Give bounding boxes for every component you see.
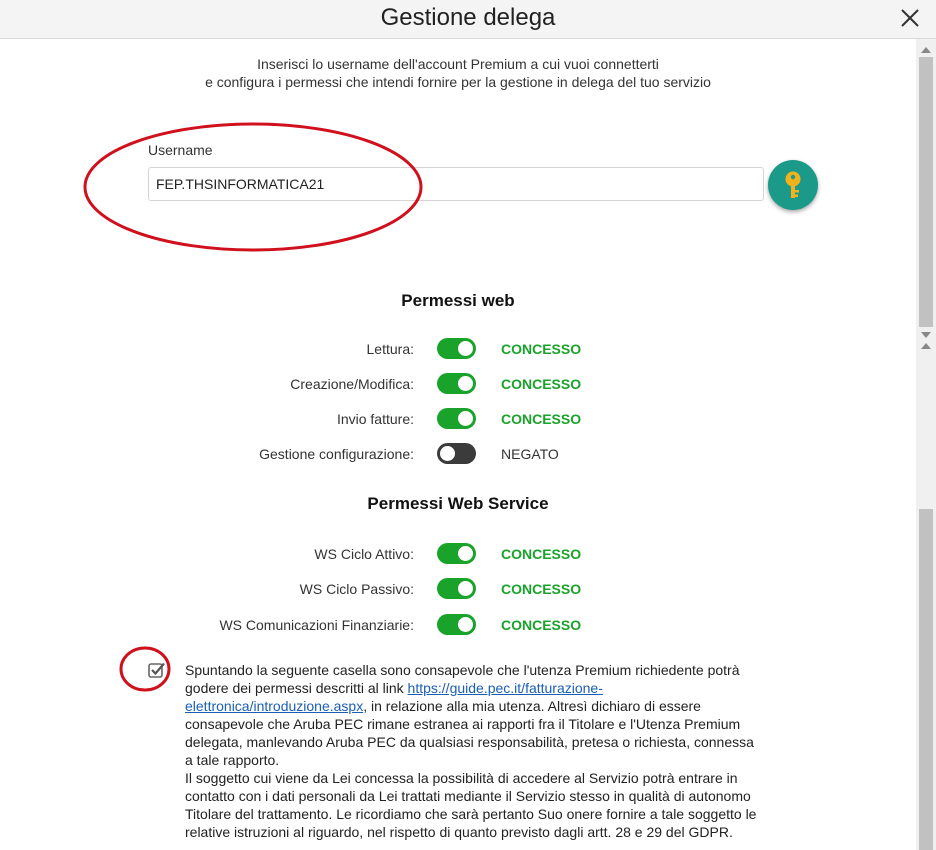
key-icon: [781, 170, 805, 200]
vertical-scrollbar[interactable]: [916, 39, 936, 850]
perm-label-ws-comunicazioni-finanziarie: WS Comunicazioni Finanziarie:: [219, 617, 414, 633]
toggle-knob: [458, 341, 473, 356]
status-ws-ciclo-attivo: CONCESSO: [501, 546, 582, 562]
status-gestione-configurazione: NEGATO: [501, 446, 559, 462]
scroll-down-arrow-icon[interactable]: [921, 332, 931, 338]
toggle-creazione-modifica[interactable]: [437, 373, 476, 394]
dialog-body: [0, 39, 916, 850]
toggle-knob: [458, 546, 473, 561]
intro-line-1: Inserisci lo username dell'account Premium a cui vuoi connetterti: [257, 56, 659, 72]
toggle-knob: [458, 581, 473, 596]
status-ws-ciclo-passivo: CONCESSO: [501, 581, 582, 597]
toggle-ws-comunicazioni-finanziarie[interactable]: [437, 614, 476, 635]
intro-line-2: e configura i permessi che intendi fornire per la gestione in delega del tuo servizio: [205, 74, 711, 90]
toggle-invio-fatture[interactable]: [437, 408, 476, 429]
dialog-title: Gestione delega: [380, 4, 556, 31]
username-input[interactable]: [148, 167, 764, 201]
username-label: Username: [148, 142, 213, 158]
consent-paragraph-2: Il soggetto cui viene da Lei concessa la possibilità di accedere al Servizio potrà entrare in contatto con i dati personali da Lei trattati mediante il Servizio stesso in qualità di autonomo Titolare del trattamento. Le ricordiamo che sarà pertanto Suo onere fornire a tale soggetto le relative istruzioni al riguardo, nel rispetto di quanto previsto dagli artt. 28 e 29 del GDPR.: [185, 770, 757, 840]
perm-label-invio-fatture: Invio fatture:: [336, 411, 414, 427]
status-lettura: CONCESSO: [501, 341, 582, 357]
guide-link[interactable]: https://guide.pec.it/fatturazione-elettronica/introduzione.aspx: [185, 680, 603, 714]
dialog-titlebar: [0, 0, 936, 39]
scroll-up-arrow-icon[interactable]: [921, 47, 931, 53]
verify-key-button[interactable]: [768, 160, 818, 210]
scroll-up-arrow-icon[interactable]: [921, 343, 931, 349]
status-creazione-modifica: CONCESSO: [501, 376, 582, 392]
consent-text: [185, 661, 760, 841]
toggle-lettura[interactable]: [437, 338, 476, 359]
consent-checkbox[interactable]: [148, 661, 166, 679]
toggle-ws-ciclo-attivo[interactable]: [437, 543, 476, 564]
status-invio-fatture: CONCESSO: [501, 411, 582, 427]
toggle-knob: [458, 376, 473, 391]
toggle-knob: [458, 411, 473, 426]
perm-label-ws-ciclo-passivo: WS Ciclo Passivo:: [299, 581, 414, 597]
toggle-ws-ciclo-passivo[interactable]: [437, 578, 476, 599]
toggle-gestione-configurazione[interactable]: [437, 443, 476, 464]
perm-label-lettura: Lettura:: [366, 341, 414, 357]
consent-text-before-link: Spuntando la seguente casella sono consapevole che l'utenza Premium richiedente potrà godere dei permessi descritti al link: [185, 662, 740, 696]
ws-permissions-title: Permessi Web Service: [367, 494, 549, 513]
checkmark-icon: [148, 661, 166, 679]
perm-label-gestione-configurazione: Gestione configurazione:: [259, 446, 414, 462]
scroll-thumb-bottom[interactable]: [919, 509, 933, 850]
toggle-knob: [458, 617, 473, 632]
status-ws-comunicazioni-finanziarie: CONCESSO: [501, 617, 582, 633]
perm-label-ws-ciclo-attivo: WS Ciclo Attivo:: [314, 546, 414, 562]
close-icon[interactable]: [898, 6, 922, 30]
toggle-knob: [440, 446, 455, 461]
web-permissions-title: Permessi web: [401, 291, 515, 310]
scroll-thumb-top[interactable]: [919, 57, 933, 327]
consent-text-after-link: , in relazione alla mia utenza. Altresì dichiaro di essere consapevole che Aruba PEC rimane estranea ai rapporti fra il Titolare e l'Utenza Premium delegata, manlevando Aruba PEC da qualsiasi responsabilità, pretesa o richiesta, connessa a tale rapporto.: [185, 698, 754, 768]
perm-label-creazione-modifica: Creazione/Modifica:: [290, 376, 414, 392]
